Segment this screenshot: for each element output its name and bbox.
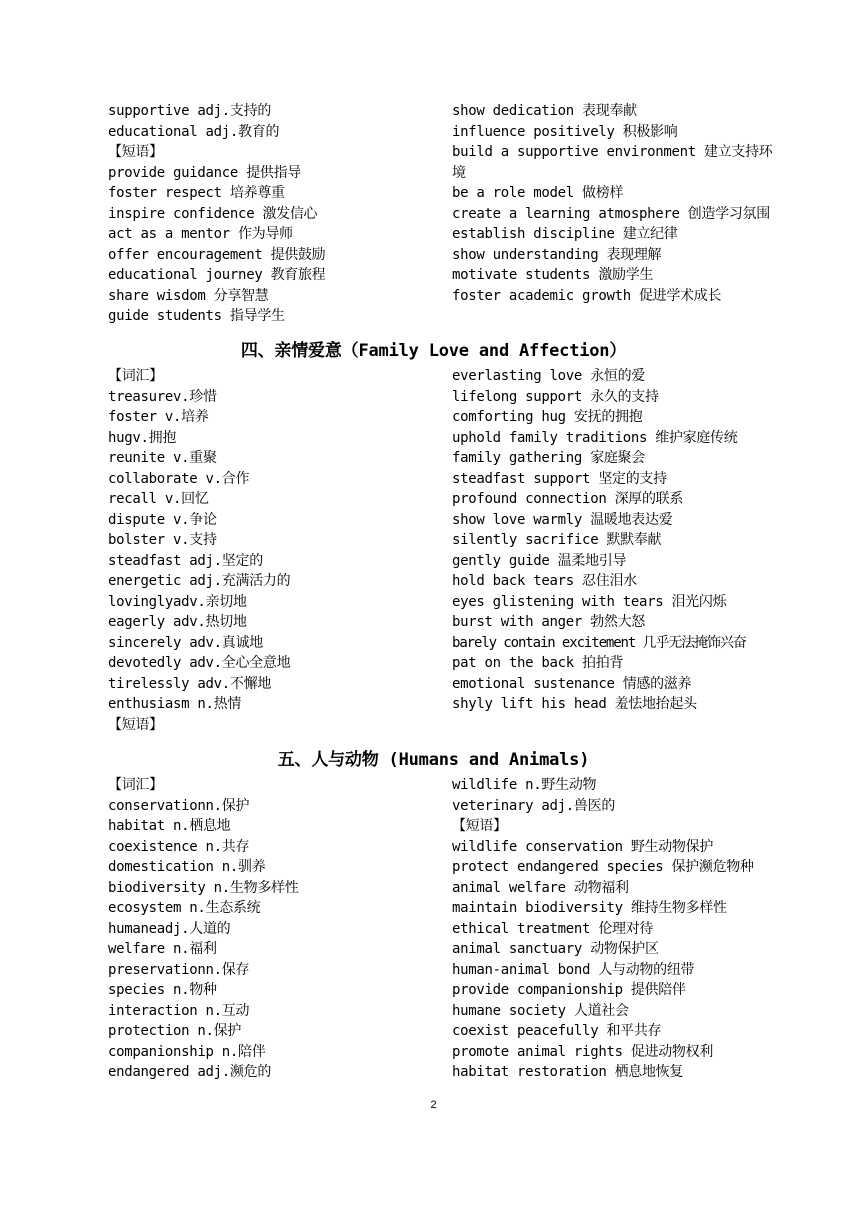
left-column [108, 775, 438, 1083]
vocab-line: coexistence n.共存 [108, 838, 250, 855]
vocab-line: recall v.回忆 [108, 491, 209, 507]
phrase-line: barely contain excitement 几乎无法掩饰兴奋 [452, 634, 746, 651]
vocab-line: collaborate v.合作 [108, 470, 250, 487]
phrase-line: promote animal rights 促进动物权利 [452, 1043, 714, 1060]
section-heading-family-love: 四、亲情爱意（Family Love and Affection） [240, 341, 627, 361]
phrase-line: gently guide 温柔地引导 [452, 552, 627, 569]
phrase-line: hold back tears 忍住泪水 [452, 573, 637, 589]
vocab-line: veterinary adj.兽医的 [452, 797, 616, 814]
phrase-line: motivate students 激励学生 [452, 267, 654, 283]
vocab-line: lovinglyadv.亲切地 [108, 593, 247, 610]
vocab-line: enthusiasm n.热情 [108, 696, 242, 712]
phrase-line: show understanding 表现理解 [452, 246, 662, 263]
vocab-line: treasurev.珍惜 [108, 388, 217, 405]
phrase-line: human-animal bond 人与动物的纽带 [452, 961, 695, 978]
vocab-line: welfare n.福利 [108, 941, 217, 957]
vocab-line: devotedly adv.全心全意地 [108, 655, 291, 671]
vocab-line: species n.物种 [108, 982, 217, 998]
vocab-line: endangered adj.濒危的 [108, 1064, 272, 1080]
phrase-line: be a role model 做榜样 [452, 185, 624, 201]
vocab-line: protection n.保护 [108, 1023, 242, 1039]
vocab-line: interaction n.互动 [108, 1002, 250, 1019]
phrase-line: inspire confidence 激发信心 [108, 205, 318, 222]
vocab-label: 【词汇】 [108, 777, 163, 793]
vocab-line: eagerly adv.热切地 [108, 614, 247, 630]
right-column [452, 101, 782, 306]
phrase-line: wildlife conservation 野生动物保护 [452, 838, 714, 855]
phrase-line: foster academic growth 促进学术成长 [452, 287, 722, 304]
phrase-label: 【短语】 [108, 144, 163, 160]
phrase-line: offer encouragement 提供鼓励 [108, 246, 326, 263]
right-column [452, 366, 782, 715]
phrase-line: everlasting love 永恒的爱 [452, 368, 645, 384]
phrase-line: maintain biodiversity 维持生物多样性 [452, 900, 727, 916]
vocab-line: conservationn.保护 [108, 797, 250, 814]
vocab-line: energetic adj.充满活力的 [108, 573, 291, 589]
vocab-line: educational adj.教育的 [108, 123, 280, 140]
phrase-line: pat on the back 拍拍背 [452, 655, 624, 671]
phrase-line: eyes glistening with tears 泪光闪烁 [452, 593, 727, 610]
vocab-line: ecosystem n.生态系统 [108, 900, 261, 916]
vocab-line: preservationn.保存 [108, 961, 250, 978]
phrase-label: 【短语】 [452, 818, 507, 834]
page-number: 2 [430, 1099, 437, 1111]
vocab-line: supportive adj.支持的 [108, 103, 272, 119]
section-heading-humans-animals: 五、人与动物 (Humans and Animals) [277, 750, 590, 770]
phrase-line: coexist peacefully 和平共存 [452, 1023, 662, 1039]
phrase-line: show dedication 表现奉献 [452, 103, 637, 119]
vocab-line: dispute v.争论 [108, 511, 217, 528]
phrase-line: steadfast support 坚定的支持 [452, 470, 667, 487]
phrase-line: uphold family traditions 维护家庭传统 [452, 429, 738, 446]
phrase-line: burst with anger 勃然大怒 [452, 614, 645, 630]
phrase-line: animal welfare 动物福利 [452, 879, 629, 896]
vocab-line: humaneadj.人道的 [108, 920, 231, 937]
vocab-line: hugv.拥抱 [108, 429, 177, 446]
phrase-line: humane society 人道社会 [452, 1002, 629, 1019]
left-column [108, 101, 438, 327]
phrase-line: animal sanctuary 动物保护区 [452, 941, 659, 957]
phrase-line: provide guidance 提供指导 [108, 164, 301, 181]
phrase-line: protect endangered species 保护濒危物种 [452, 859, 754, 875]
phrase-label: 【短语】 [108, 716, 163, 733]
phrase-line: family gathering 家庭聚会 [452, 450, 645, 466]
phrase-line: influence positively 积极影响 [452, 123, 678, 140]
vocab-line: domestication n.驯养 [108, 859, 266, 875]
left-column [108, 366, 438, 735]
phrase-line: lifelong support 永久的支持 [452, 388, 659, 405]
vocab-line: habitat n.栖息地 [108, 818, 231, 834]
phrase-line: educational journey 教育旅程 [108, 267, 326, 283]
phrase-line: habitat restoration 栖息地恢复 [452, 1064, 684, 1080]
phrase-line: create a learning atmosphere 创造学习氛围 [452, 205, 770, 222]
phrase-line: profound connection 深厚的联系 [452, 491, 684, 507]
right-column [452, 775, 782, 1083]
phrase-line: share wisdom 分享智慧 [108, 287, 269, 304]
phrase-line: emotional sustenance 情感的滋养 [452, 675, 692, 692]
phrase-line: guide students 指导学生 [108, 308, 285, 324]
phrase-line: act as a mentor 作为导师 [108, 226, 293, 242]
vocab-line: companionship n.陪伴 [108, 1043, 266, 1060]
vocab-line: bolster v.支持 [108, 532, 217, 548]
vocab-line: biodiversity n.生物多样性 [108, 879, 299, 896]
phrase-line: silently sacrifice 默默奉献 [452, 532, 662, 548]
phrase-line: ethical treatment 伦理对待 [452, 920, 654, 937]
phrase-line: foster respect 培养尊重 [108, 185, 285, 201]
phrase-line: build a supportive environment 建立支持环境 [452, 144, 773, 181]
vocab-line: foster v.培养 [108, 409, 209, 425]
vocab-line: sincerely adv.真诚地 [108, 634, 263, 651]
vocab-line: wildlife n.野生动物 [452, 777, 597, 793]
vocab-label: 【词汇】 [108, 368, 163, 384]
vocab-line: tirelessly adv.不懈地 [108, 675, 272, 692]
phrase-line: provide companionship 提供陪伴 [452, 982, 686, 998]
phrase-line: shyly lift his head 羞怯地抬起头 [452, 696, 697, 712]
phrase-line: show love warmly 温暖地表达爱 [452, 511, 673, 528]
phrase-line: comforting hug 安抚的拥抱 [452, 409, 643, 425]
vocab-line: reunite v.重聚 [108, 450, 217, 466]
phrase-line: establish discipline 建立纪律 [452, 226, 678, 242]
vocab-line: steadfast adj.坚定的 [108, 552, 263, 569]
